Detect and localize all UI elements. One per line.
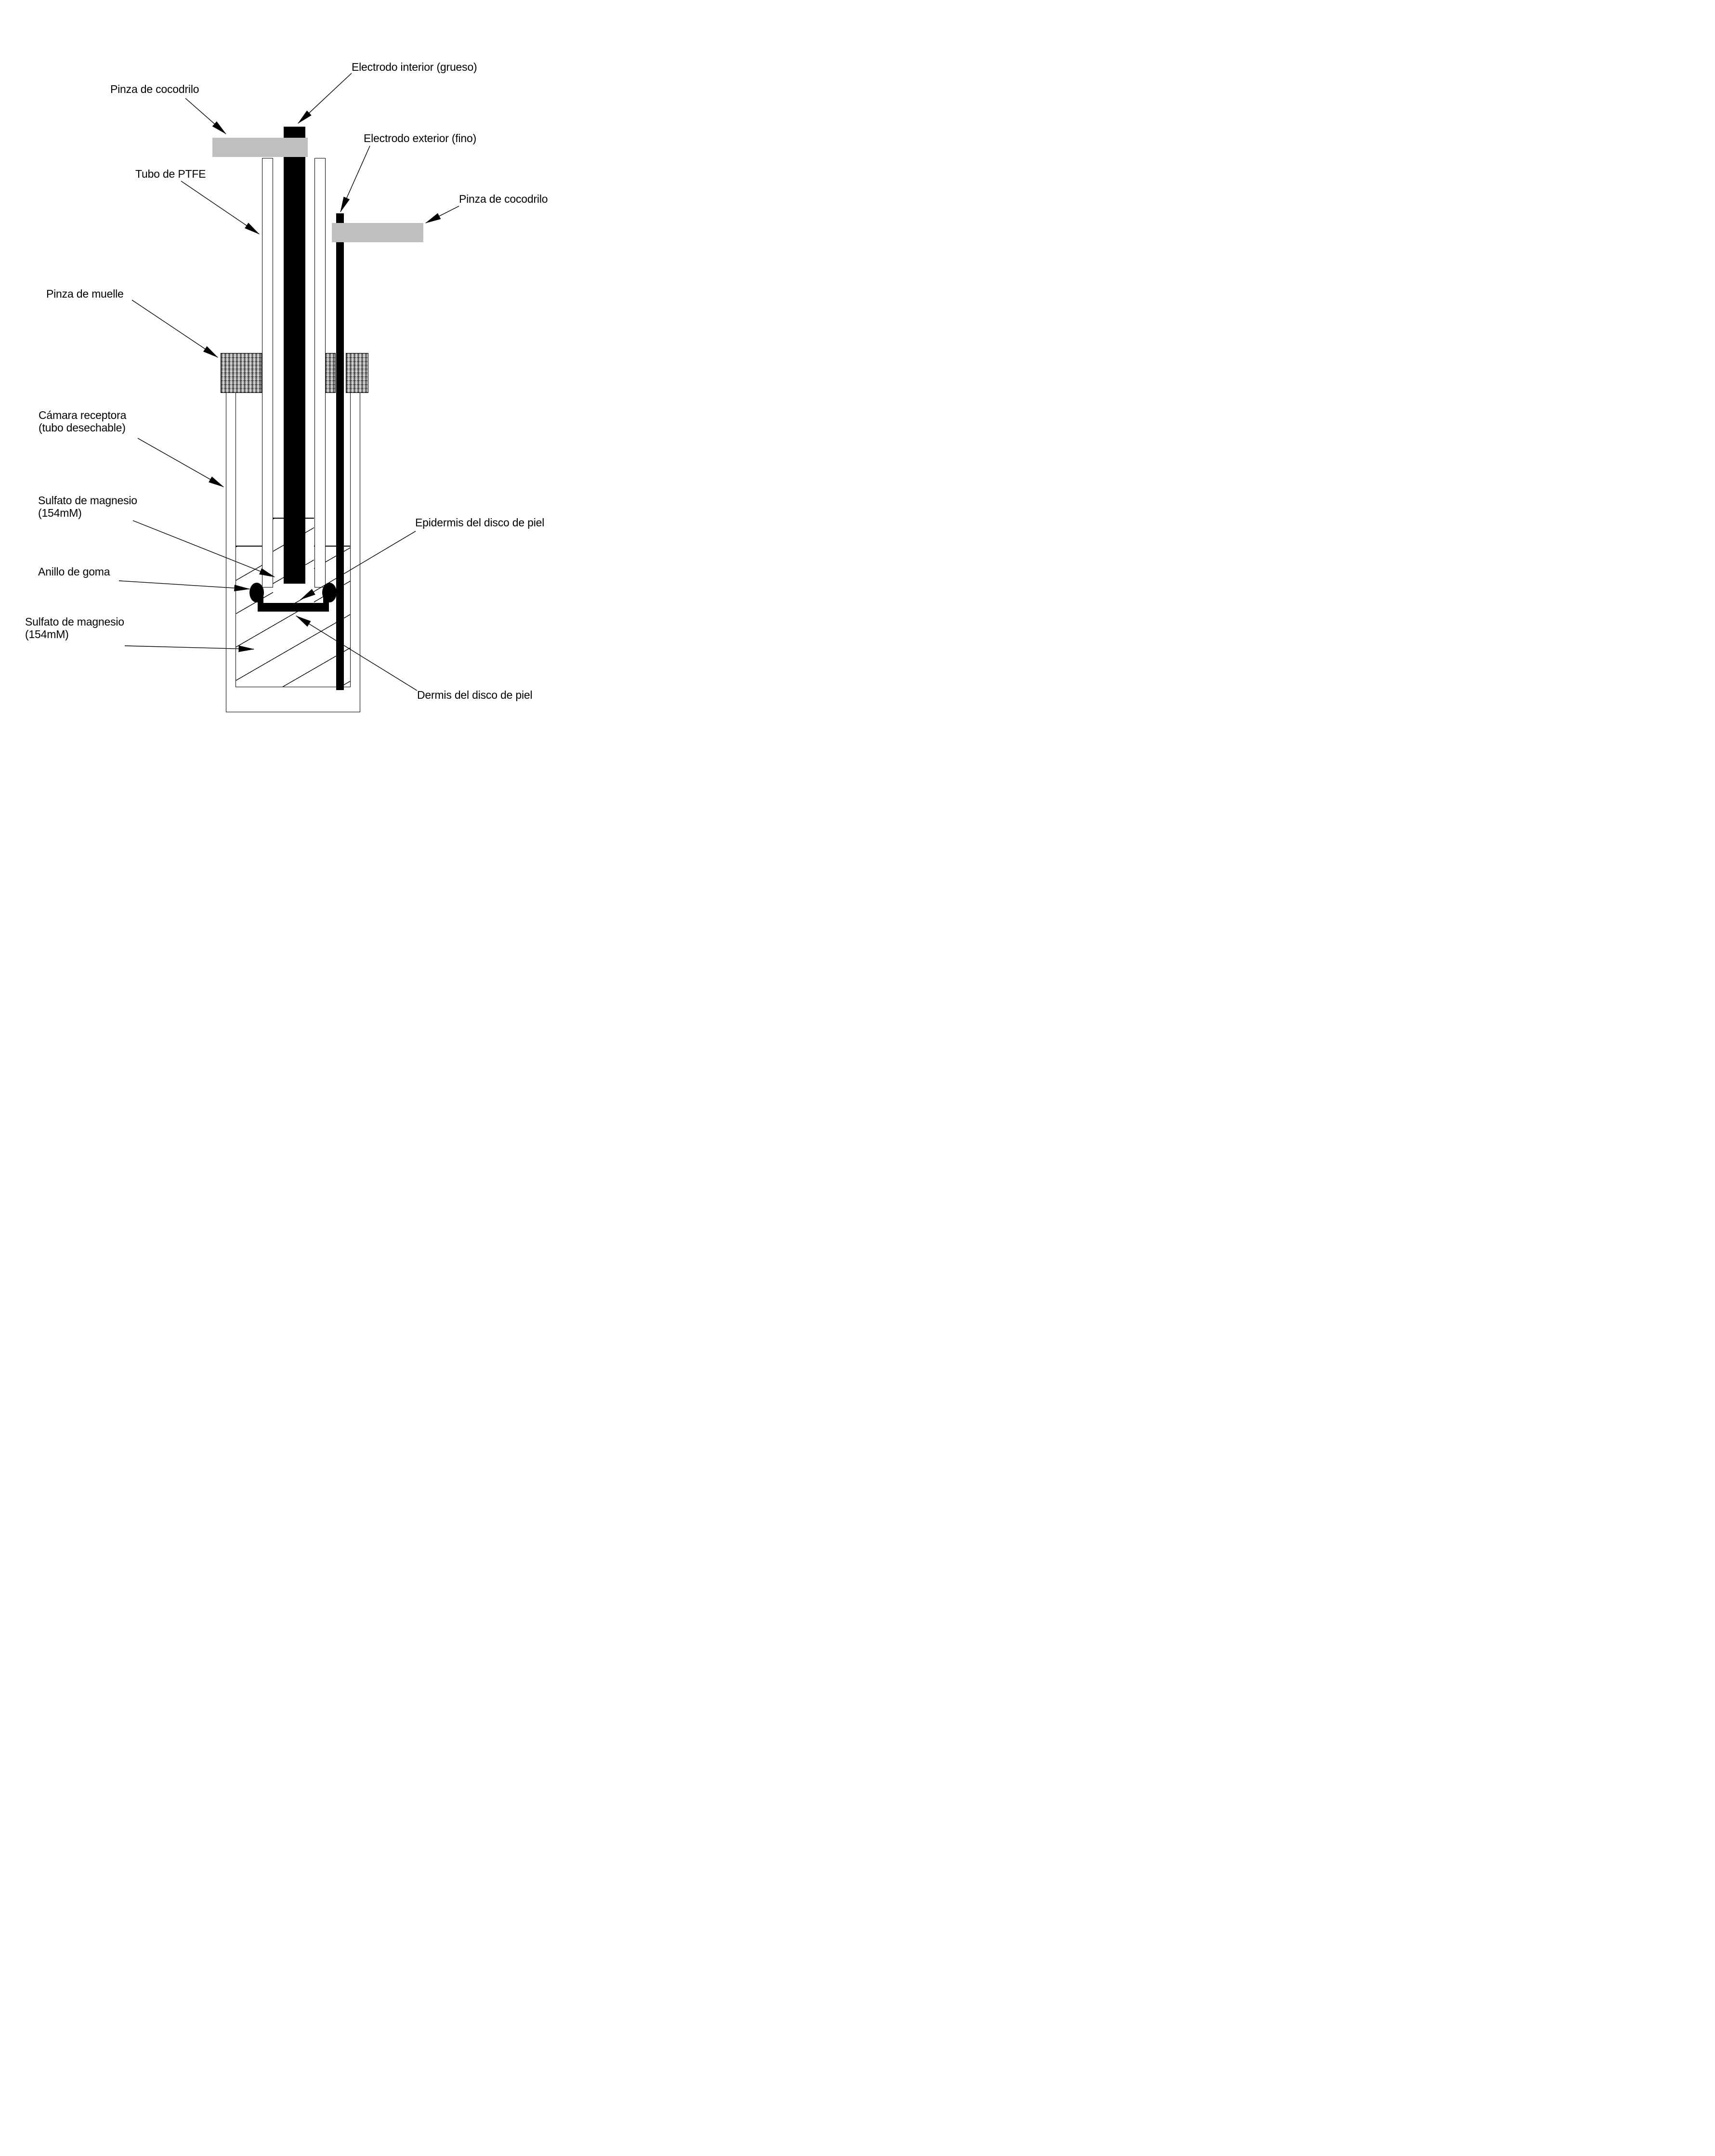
label-sulfato-inferior [25,615,124,640]
annotation-arrows [0,0,572,719]
label-sulfato-inf-line2: (154mM) [25,628,69,640]
label-electrodo-interior: Electrodo interior (grueso) [352,61,477,73]
label-tubo-ptfe: Tubo de PTFE [135,168,206,180]
label-pinza-muelle: Pinza de muelle [46,287,124,300]
label-sulfato-sup-line1: Sulfato de magnesio [38,494,137,507]
diagram-canvas [0,0,572,719]
label-camara-line2: (tubo desechable) [39,421,126,434]
arrow-sulfato-superior [133,521,275,577]
arrow-anillo-goma [119,581,249,589]
arrow-electrodo-exterior [340,146,370,212]
label-camara-line1: Cámara receptora [39,409,127,421]
label-pinza-cocodrilo-right: Pinza de cocodrilo [459,193,548,205]
label-camara-receptora [39,409,126,434]
arrow-pinza-cocodrilo-left [185,98,226,134]
label-pinza-cocodrilo-left: Pinza de cocodrilo [110,83,199,95]
label-sulfato-inf-line1: Sulfato de magnesio [25,615,124,628]
label-dermis: Dermis del disco de piel [417,689,533,701]
arrow-epidermis [301,531,416,600]
label-anillo-goma: Anillo de goma [38,565,110,578]
arrow-tubo-ptfe [181,181,259,234]
arrow-camara-receptora [138,438,223,487]
label-sulfato-superior [38,494,137,519]
arrow-electrodo-interior [298,73,352,123]
arrow-pinza-muelle [132,300,218,357]
arrow-pinza-cocodrilo-right [426,206,459,223]
label-sulfato-sup-line2: (154mM) [38,507,82,519]
label-epidermis: Epidermis del disco de piel [415,516,545,529]
label-electrodo-exterior: Electrodo exterior (fino) [364,132,477,144]
arrow-dermis [296,616,417,691]
arrow-sulfato-inferior [125,646,254,649]
